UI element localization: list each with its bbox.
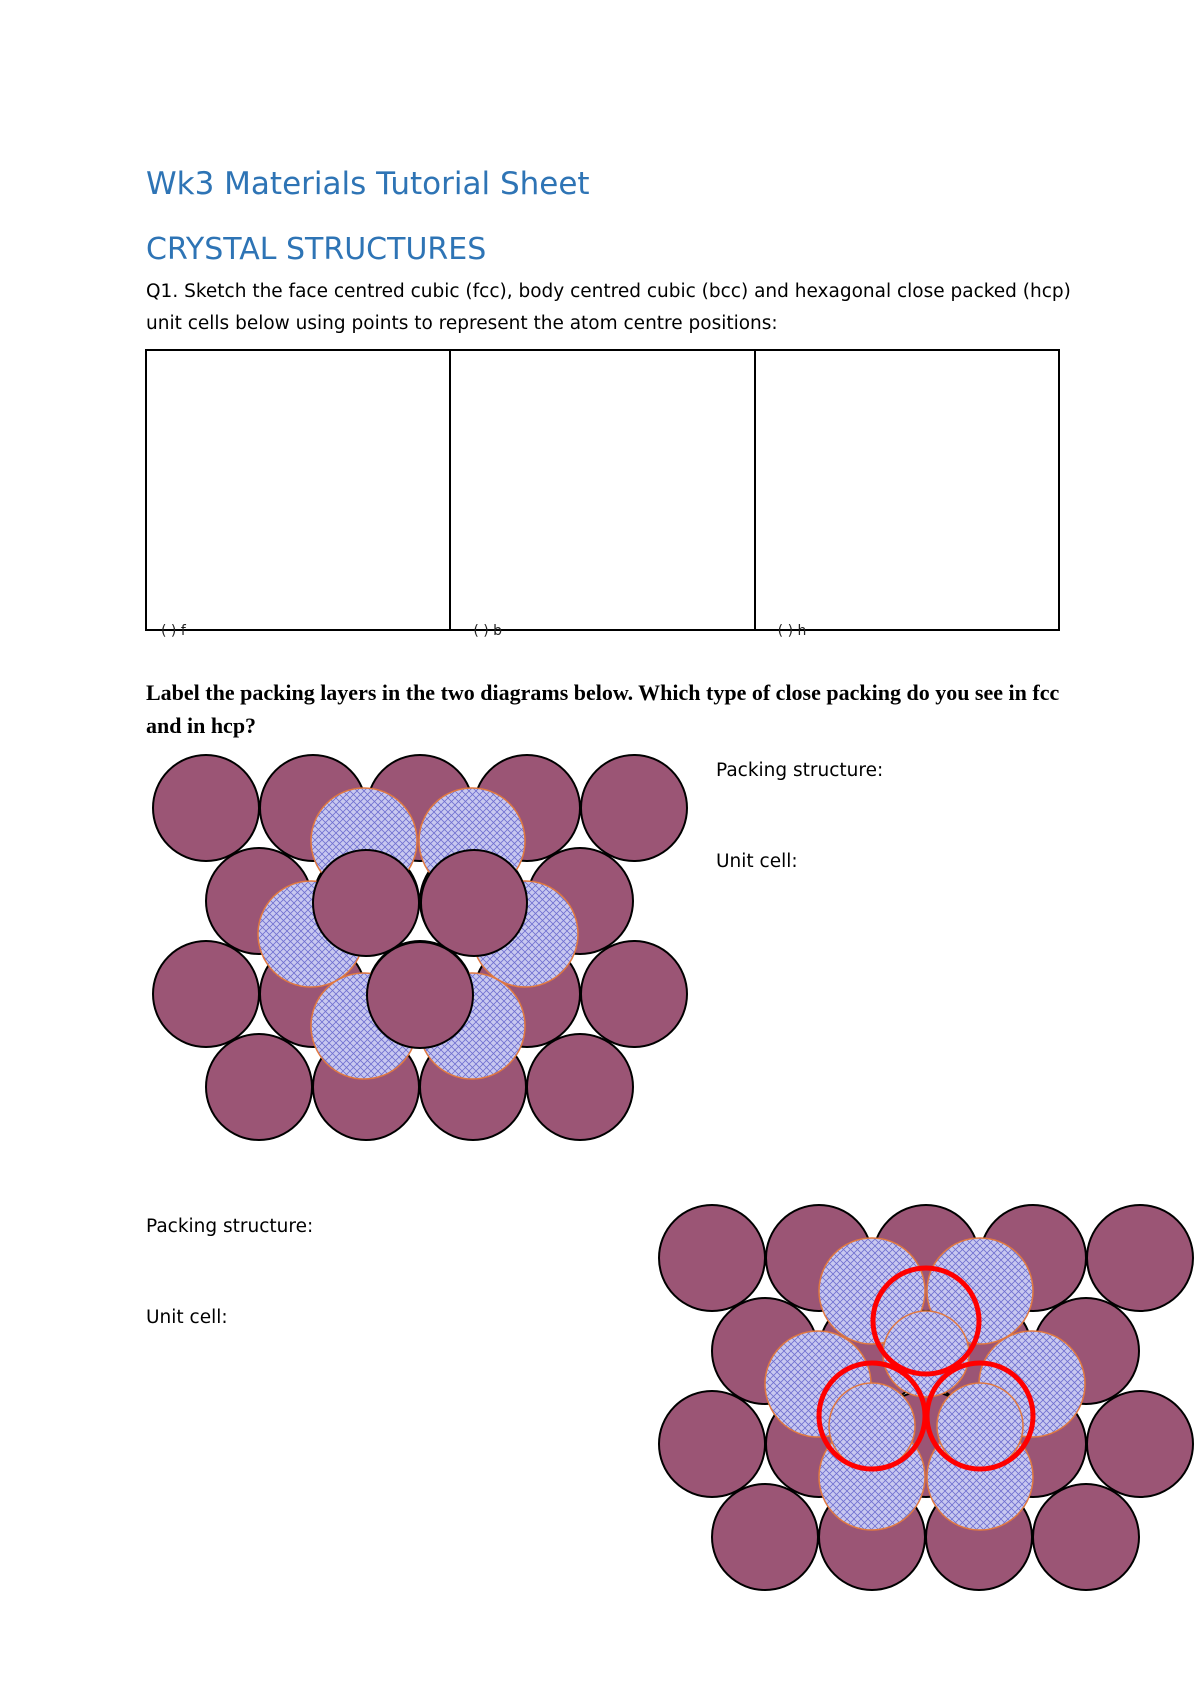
sketch-cell-bcc[interactable] bbox=[451, 351, 755, 639]
atom-layer-a bbox=[659, 1205, 765, 1311]
atom-layer-b-center bbox=[937, 1383, 1023, 1469]
sketch-table bbox=[145, 349, 1060, 639]
atom-layer-a bbox=[527, 1034, 633, 1140]
diagram-2-packing-structure-label: Packing structure: bbox=[146, 1216, 314, 1237]
question-number: Q1. bbox=[146, 281, 179, 302]
atom-layer-a bbox=[1087, 1205, 1193, 1311]
sketch-cell-fcc[interactable] bbox=[147, 351, 451, 639]
atom-layer-a bbox=[659, 1391, 765, 1497]
diagram-1-unit-cell-label: Unit cell: bbox=[716, 851, 798, 872]
packing-diagram-1 bbox=[150, 752, 690, 1142]
sketch-cell-hcp[interactable] bbox=[756, 351, 1058, 639]
diagram-1-packing-structure-label: Packing structure: bbox=[716, 760, 884, 781]
packing-question: Label the packing layers in the two diagrams below. Which type of close packing do you see in fcc and in hcp? bbox=[146, 680, 1060, 738]
sketch-cell-caption: ( ) f bbox=[161, 623, 186, 639]
question-1 bbox=[146, 276, 1076, 340]
packing-diagram-2 bbox=[655, 1202, 1200, 1602]
atom-layer-a bbox=[581, 755, 687, 861]
sketch-cell-caption: ( ) b bbox=[473, 623, 503, 639]
atom-layer-a bbox=[153, 755, 259, 861]
sketch-cell-caption: ( ) h bbox=[777, 623, 807, 639]
atom-layer-a bbox=[206, 1034, 312, 1140]
atom-layer-c bbox=[313, 850, 419, 956]
atom-layer-c bbox=[367, 942, 473, 1048]
atom-layer-a bbox=[153, 941, 259, 1047]
atom-layer-b-center bbox=[883, 1311, 969, 1397]
question-text: Sketch the face centred cubic (fcc), body centred cubic (bcc) and hexagonal close packed (hcp) unit cells below using points to represent the atom centre positions: bbox=[146, 281, 1071, 334]
atom-layer-c bbox=[421, 850, 527, 956]
diagram-2-unit-cell-label: Unit cell: bbox=[146, 1307, 228, 1328]
section-heading: CRYSTAL STRUCTURES bbox=[146, 232, 487, 267]
page-title: Wk3 Materials Tutorial Sheet bbox=[146, 166, 590, 202]
atom-layer-b-center bbox=[829, 1383, 915, 1469]
atom-layer-a bbox=[712, 1484, 818, 1590]
atom-layer-a bbox=[1033, 1484, 1139, 1590]
atom-layer-a bbox=[581, 941, 687, 1047]
atom-layer-a bbox=[1087, 1391, 1193, 1497]
